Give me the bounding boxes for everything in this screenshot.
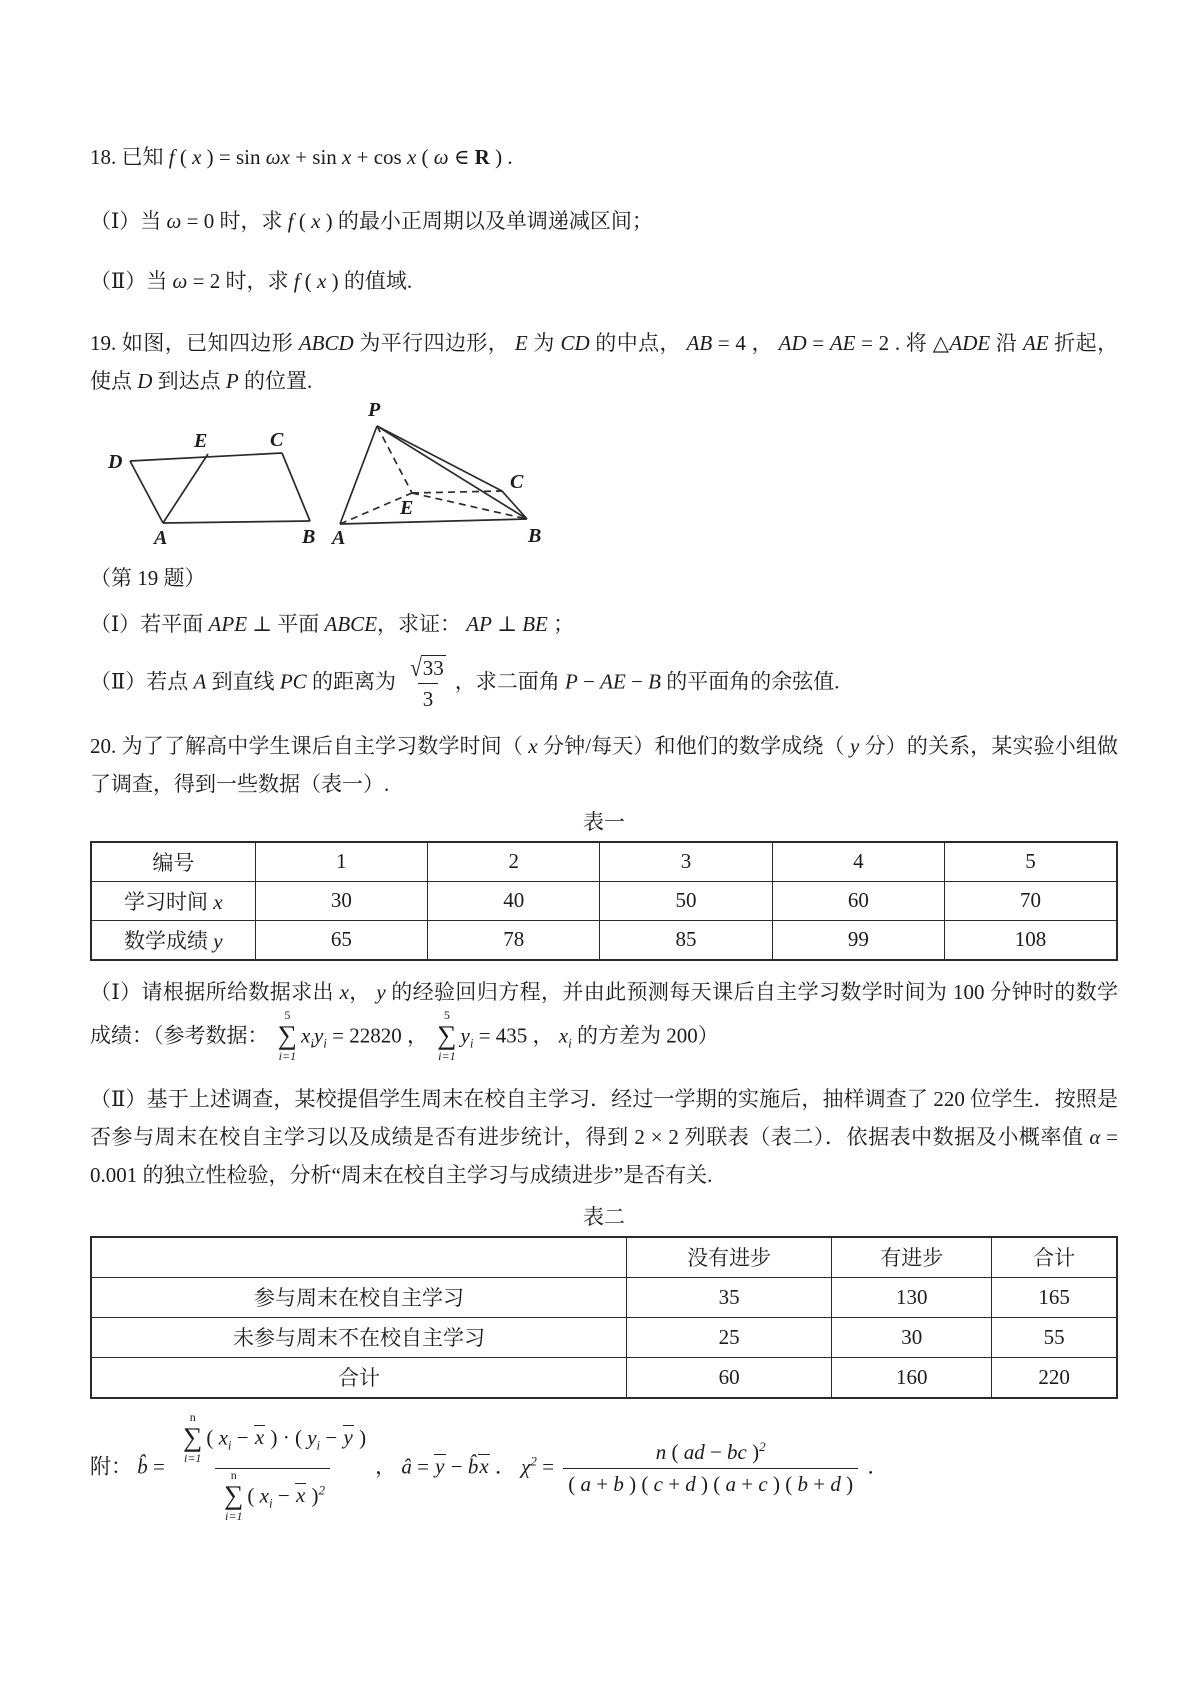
problem-19-part2: （Ⅱ）若点 A 到直线 PC 的距离为 $\frac{√33}{3}$ ，求二面角 P − AE − B 的平面角的余弦值. xyxy=(90,653,840,712)
table-1-title: 表一 xyxy=(583,809,625,834)
table-1 xyxy=(90,841,1118,961)
label-B-right: B xyxy=(528,525,542,547)
figure-19-svg xyxy=(96,396,556,548)
problem-18-part1: （Ⅰ）当 ω = 0 时，求 f ( x ) 的最小正周期以及单调递减区间； xyxy=(90,209,653,233)
label-D: D xyxy=(108,451,123,473)
problem-18-intro: 18. 已知 f ( x ) = sin ωx + sin x + cos x ( ω ∈ R ) . xyxy=(90,145,513,169)
table-cell: 60 xyxy=(627,1357,832,1398)
label-C-right: C xyxy=(510,471,524,493)
table-cell: 55 xyxy=(992,1317,1117,1357)
figure-problem-19 xyxy=(96,396,1118,553)
table-cell: 编号 xyxy=(91,842,255,882)
table-cell: 5 xyxy=(945,842,1117,882)
table-cell: 65 xyxy=(255,920,427,960)
edge-PC xyxy=(377,426,502,491)
table-cell xyxy=(91,1237,627,1278)
edge-EC-dashed xyxy=(412,491,502,493)
table-cell: 85 xyxy=(600,920,772,960)
table-cell: 220 xyxy=(992,1357,1117,1398)
table-row xyxy=(91,1277,1117,1317)
table-cell: 99 xyxy=(772,920,944,960)
table-cell: 30 xyxy=(255,881,427,920)
label-C-left: C xyxy=(270,429,284,451)
table-cell: 有进步 xyxy=(832,1237,992,1278)
table-cell: 参与周末在校自主学习 xyxy=(91,1277,627,1317)
table-cell: 40 xyxy=(428,881,600,920)
edge-EB-dashed xyxy=(412,493,527,519)
table-cell: 没有进步 xyxy=(627,1237,832,1278)
table-row xyxy=(91,881,1117,920)
label-B-left: B xyxy=(302,526,316,548)
table-cell: 学习时间 x xyxy=(91,881,255,920)
table-cell: 30 xyxy=(832,1317,992,1357)
table-cell: 60 xyxy=(772,881,944,920)
table-cell: 130 xyxy=(832,1277,992,1317)
table-cell: 35 xyxy=(627,1277,832,1317)
table-cell: 108 xyxy=(945,920,1117,960)
table-row xyxy=(91,920,1117,960)
table-cell: 25 xyxy=(627,1317,832,1357)
table-row xyxy=(91,1237,1117,1278)
problem-19-part1: （Ⅰ）若平面 APE ⊥ 平面 ABCE，求证： AP ⊥ BE ； xyxy=(90,612,575,636)
figure-19-caption: （第 19 题） xyxy=(90,566,206,590)
edge-CB-left xyxy=(282,453,310,521)
problem-20-part2: （Ⅱ）基于上述调查，某校提倡学生周末在校自主学习．经过一学期的实施后，抽样调查了 220 位学生．按照是否参与周末在校自主学习以及成绩是否有进步统计，得到 2 × 2 列联表（表二）．依据表中数据及小概率值 α = 0.001 的独立性检验，分析“周末在校自主学习与成绩进步”是否有关. xyxy=(90,1086,1118,1187)
table-2 xyxy=(90,1236,1118,1399)
edge-PA xyxy=(340,426,377,524)
table-row xyxy=(91,1357,1117,1398)
edge-DA xyxy=(130,461,163,523)
label-P: P xyxy=(368,399,381,421)
label-A-left: A xyxy=(154,527,168,548)
table-cell: 2 xyxy=(428,842,600,882)
label-A-right: A xyxy=(332,527,346,548)
edge-AE-left xyxy=(163,454,208,523)
appendix-formulas: 附： b̂ = n ∑ i=1 ( $x_i - x$ ) · ( $y_i - y$ ) n ∑ i=1 ( $x_i - x$ )$^2$ ， â = y − b̂x ． $\chi^2$ = $\frac{n ( ad - bc )^2}{( a + b ) ( c + d ) ( a + c ) ( b + d )}$ ． xyxy=(90,1409,889,1523)
problem-20-part1: （Ⅰ）请根据所给数据求出 x， y 的经验回归方程，并由此预测每天课后自主学习数学时间为 100 分钟时的数学成绩：（参考数据： 5 ∑ i=1 $x_iy_i = 22820$ ， 5 ∑ i=1 $y_i = 435$ ， $x_i$ 的方差为 200） xyxy=(90,979,1119,1063)
table-cell: 78 xyxy=(428,920,600,960)
table-cell: 4 xyxy=(772,842,944,882)
table-cell: 数学成绩 y xyxy=(91,920,255,960)
table-row xyxy=(91,842,1117,882)
edge-AB-right xyxy=(340,519,527,524)
table-cell: 160 xyxy=(832,1357,992,1398)
problem-20-intro: 20. 为了了解高中学生课后自主学习数学时间（ x 分钟/每天）和他们的数学成绕（ y 分）的关系，某实验小组做了调查，得到一些数据（表一）. xyxy=(90,733,1119,796)
problem-18-part2: （Ⅱ）当 ω = 2 时，求 f ( x ) 的值域. xyxy=(90,269,413,293)
label-E-right: E xyxy=(400,497,414,519)
label-E-left: E xyxy=(194,430,208,452)
table-cell: 未参与周末不在校自主学习 xyxy=(91,1317,627,1357)
table-cell: 合计 xyxy=(91,1357,627,1398)
table-cell: 50 xyxy=(600,881,772,920)
table-row xyxy=(91,1317,1117,1357)
table-2-title: 表二 xyxy=(583,1204,625,1229)
table-cell: 3 xyxy=(600,842,772,882)
table-cell: 165 xyxy=(992,1277,1117,1317)
table-cell: 70 xyxy=(945,881,1117,920)
table-cell: 1 xyxy=(255,842,427,882)
problem-19-intro: 19. 如图，已知四边形 ABCD 为平行四边形， E 为 CD 的中点， AB = 4 ， AD = AE = 2 . 将 △ADE 沿 AE 折起，使点 D 到达点 P 的位置. xyxy=(90,331,1119,393)
table-cell: 合计 xyxy=(992,1237,1117,1278)
edge-AB-left xyxy=(163,521,310,523)
